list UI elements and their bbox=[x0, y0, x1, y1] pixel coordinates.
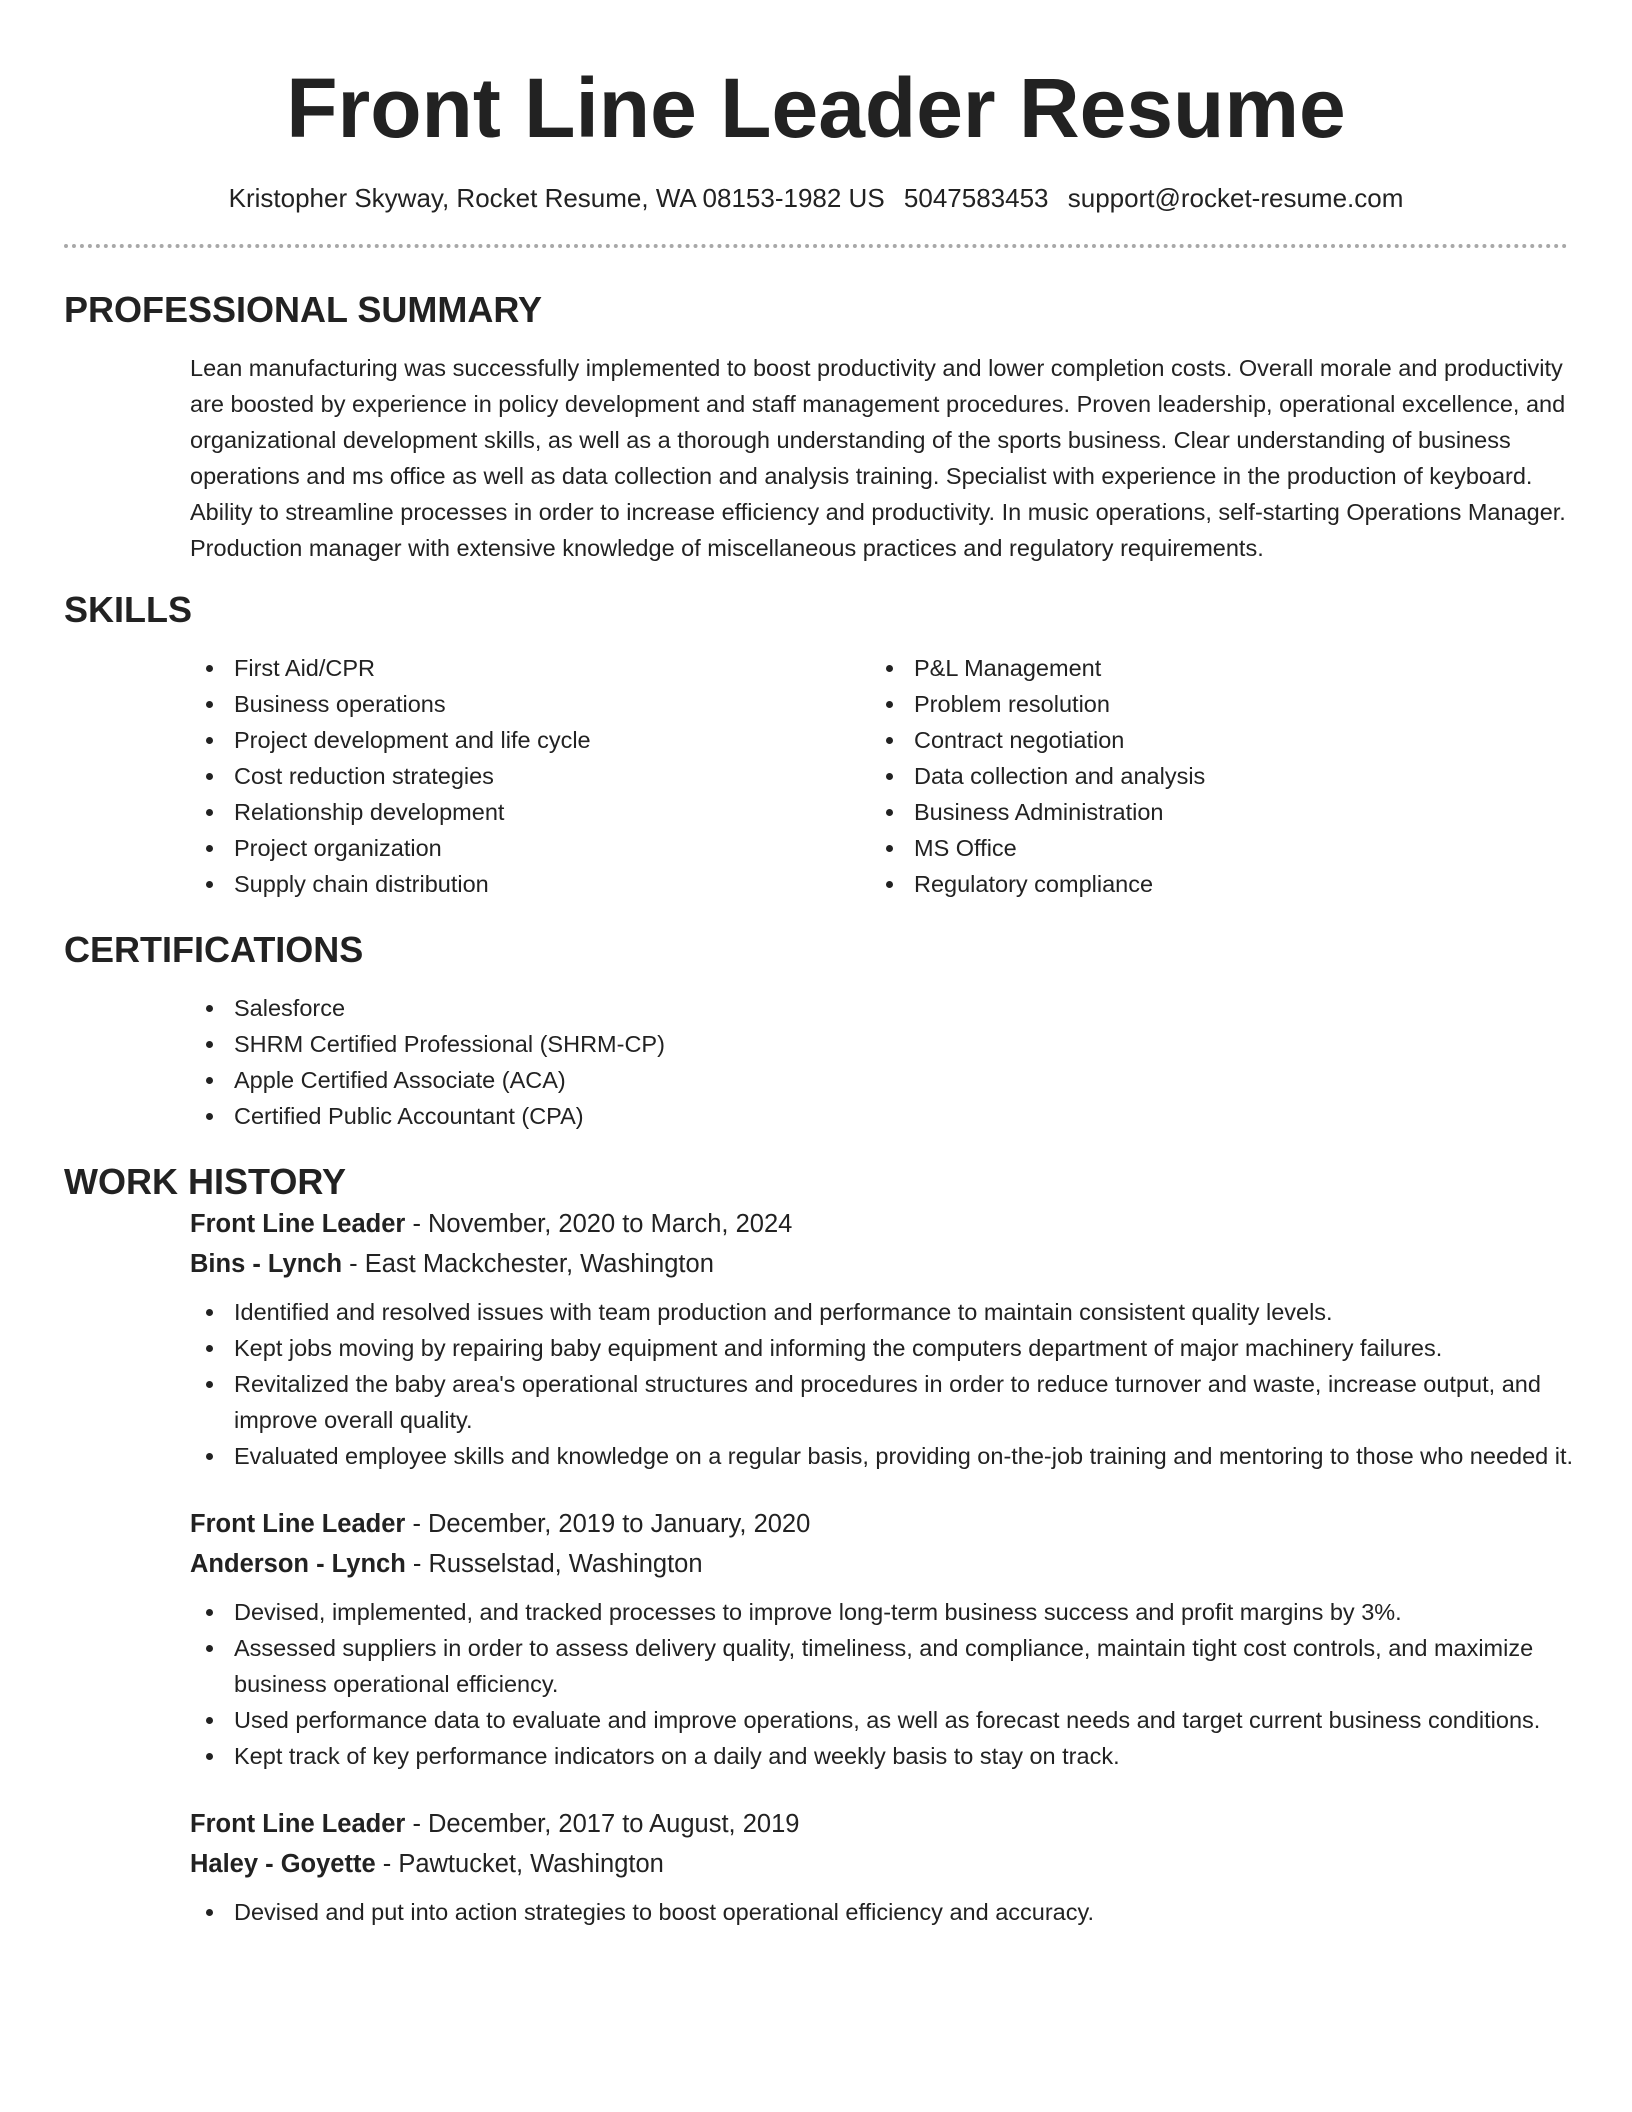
job-dates: - December, 2017 to August, 2019 bbox=[405, 1810, 800, 1838]
job-bullet: Assessed suppliers in order to assess delivery quality, timeliness, and compliance, maintain tight cost controls, and maximize business operational efficiency. bbox=[190, 1630, 1580, 1702]
skill-item: Problem resolution bbox=[870, 686, 1550, 722]
section-title-summary: PROFESSIONAL SUMMARY bbox=[64, 289, 543, 330]
contact-line bbox=[64, 182, 1568, 214]
job-company: Anderson - Lynch bbox=[190, 1550, 406, 1578]
job-title: Front Line Leader bbox=[190, 1210, 406, 1238]
certification-item: Apple Certified Associate (ACA) bbox=[190, 1062, 1568, 1098]
skill-item: Supply chain distribution bbox=[190, 866, 870, 902]
job-company: Bins - Lynch bbox=[190, 1250, 343, 1278]
certification-item: Certified Public Accountant (CPA) bbox=[190, 1098, 1568, 1134]
job-bullets bbox=[190, 1294, 1580, 1474]
job-bullet: Devised, implemented, and tracked processes to improve long-term business success and profit margins by 3%. bbox=[190, 1594, 1580, 1630]
job-dates: - November, 2020 to March, 2024 bbox=[405, 1210, 793, 1238]
job-title: Front Line Leader bbox=[190, 1810, 406, 1838]
job-bullets bbox=[190, 1894, 1580, 1930]
job-title-line bbox=[190, 1504, 1568, 1544]
job-bullet: Devised and put into action strategies to boost operational efficiency and accuracy. bbox=[190, 1894, 1580, 1930]
job-entry bbox=[190, 1804, 1568, 1930]
certification-item: SHRM Certified Professional (SHRM-CP) bbox=[190, 1026, 1568, 1062]
section-title-skills: SKILLS bbox=[64, 589, 193, 630]
skills-column-left bbox=[190, 650, 870, 902]
job-company-line bbox=[190, 1844, 1568, 1884]
resume-page bbox=[64, 0, 1574, 1930]
job-bullets bbox=[190, 1594, 1580, 1774]
header-divider bbox=[64, 244, 1568, 248]
skill-item: Business Administration bbox=[870, 794, 1550, 830]
job-bullet: Revitalized the baby area's operational structures and procedures in order to reduce turnover and waste, increase output, and improve overall quality. bbox=[190, 1366, 1580, 1438]
contact-address: Kristopher Skyway, Rocket Resume, WA 08153-1982 US bbox=[228, 183, 885, 213]
skill-item: Project organization bbox=[190, 830, 870, 866]
certification-item: Salesforce bbox=[190, 990, 1568, 1026]
page-title: Front Line Leader Resume bbox=[286, 61, 1346, 155]
skill-item: First Aid/CPR bbox=[190, 650, 870, 686]
skill-item: Cost reduction strategies bbox=[190, 758, 870, 794]
job-bullet: Used performance data to evaluate and improve operations, as well as forecast needs and target current business conditions. bbox=[190, 1702, 1580, 1738]
skill-item: Regulatory compliance bbox=[870, 866, 1550, 902]
job-title-line bbox=[190, 1804, 1568, 1844]
contact-email: support@rocket-resume.com bbox=[1067, 183, 1404, 213]
job-title-line bbox=[190, 1204, 1568, 1244]
section-title-work-history: WORK HISTORY bbox=[64, 1161, 347, 1202]
skills-column-right bbox=[870, 650, 1550, 902]
job-location: - East Mackchester, Washington bbox=[342, 1250, 714, 1278]
job-company: Haley - Goyette bbox=[190, 1850, 376, 1878]
job-company-line bbox=[190, 1544, 1568, 1584]
contact-phone: 5047583453 bbox=[903, 183, 1049, 213]
job-company-line bbox=[190, 1244, 1568, 1284]
job-location: - Pawtucket, Washington bbox=[375, 1850, 664, 1878]
job-location: - Russelstad, Washington bbox=[405, 1550, 703, 1578]
skill-item: P&L Management bbox=[870, 650, 1550, 686]
job-entry bbox=[190, 1204, 1574, 1474]
job-bullet: Evaluated employee skills and knowledge on a regular basis, providing on-the-job training and mentoring to those who needed it. bbox=[190, 1438, 1580, 1474]
job-bullet: Kept jobs moving by repairing baby equipment and informing the computers department of major machinery failures. bbox=[190, 1330, 1580, 1366]
skill-item: Contract negotiation bbox=[870, 722, 1550, 758]
skill-item: Relationship development bbox=[190, 794, 870, 830]
section-title-certifications: CERTIFICATIONS bbox=[64, 929, 364, 970]
skill-item: MS Office bbox=[870, 830, 1550, 866]
job-title: Front Line Leader bbox=[190, 1510, 406, 1538]
certifications-list bbox=[190, 990, 1568, 1134]
job-bullet: Kept track of key performance indicators on a daily and weekly basis to stay on track. bbox=[190, 1738, 1580, 1774]
job-entry bbox=[190, 1504, 1568, 1774]
job-dates: - December, 2019 to January, 2020 bbox=[405, 1510, 811, 1538]
summary-text: Lean manufacturing was successfully implemented to boost productivity and lower completion costs. Overall morale and productivity are boosted by experience in policy development and staff management procedures. Proven leadership, operational excellence, and organizational development skills, as well as a thorough understanding of the sports business. Clear understanding of business operations and ms office as well as data collection and analysis training. Specialist with experience in the production of keyboard. Ability to streamline processes in order to increase efficiency and productivity. In music operations, self-starting Operations Manager. Production manager with extensive knowledge of miscellaneous practices and regulatory requirements. bbox=[190, 355, 1566, 561]
job-bullet: Identified and resolved issues with team production and performance to maintain consistent quality levels. bbox=[190, 1294, 1580, 1330]
skill-item: Data collection and analysis bbox=[870, 758, 1550, 794]
skill-item: Project development and life cycle bbox=[190, 722, 870, 758]
skills-list bbox=[190, 650, 1568, 902]
skill-item: Business operations bbox=[190, 686, 870, 722]
